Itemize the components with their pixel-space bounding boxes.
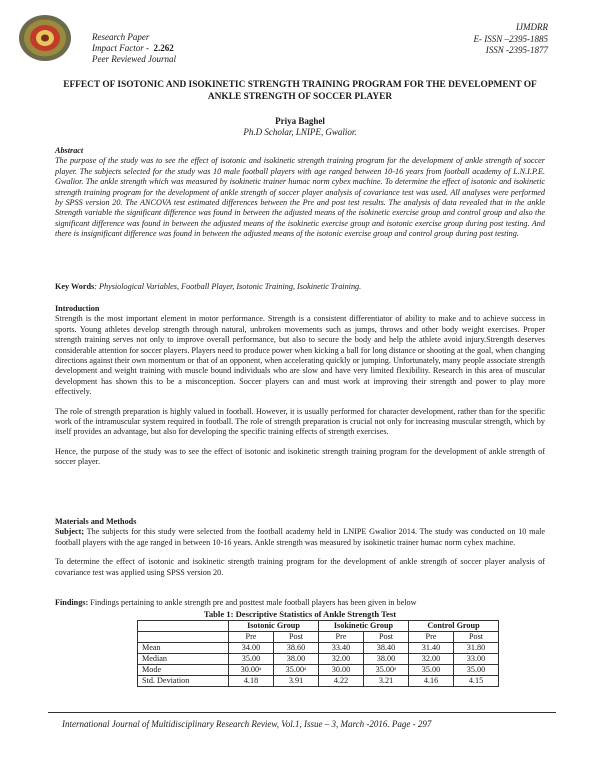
table-corner-cell: [138, 632, 229, 643]
table-cell: 4.22: [319, 676, 364, 687]
author-name: Priya Baghel: [275, 116, 325, 126]
abstract-section: [55, 146, 545, 240]
group-header-isotonic: Isotonic Group: [229, 621, 319, 632]
introduction-heading: Introduction: [55, 304, 100, 313]
row-label: Mode: [138, 665, 229, 676]
table-cell: 4.15: [454, 676, 499, 687]
table-cell: 33.40: [319, 643, 364, 654]
keywords-line: [55, 282, 545, 292]
table-cell: 3.21: [364, 676, 409, 687]
table-cell: 35.00ᵃ: [364, 665, 409, 676]
table-subheader-row: [138, 632, 499, 643]
table-cell: 33.00: [454, 654, 499, 665]
abstract-text: The purpose of the study was to see the effect of isotonic and isokinetic strength training program for the development of ankle strength of soccer player. The subjects selected for the study was 10 male football players with age ranged between 10-16 years from football academy of L.N.I.P.E. Gwalior. The ankle strength which was measured by isokinetic trainer humac norm cybex machine. To determine the effect of isotonic and isokinetic strength training program for the development of ankle strength of soccer player analysis of covariance test was used. All analyses were performed by SPSS version 20. The ANCOVA test estimated differences between the Pre and post test results. The analysis of data revealed that in the ankle Strength variable the significant difference was found in between the adjusted means of the isokinetic exercise group and control group and also the significant difference was found in between the adjusted means of the isokinetic exercise group and isotonic exercise group during post testing. And there is insignificant difference was found in between the adjusted means of the isotonic exercise group and control group during post testing.: [55, 156, 545, 239]
peer-reviewed-label: Peer Reviewed Journal: [92, 54, 176, 64]
table-cell: 35.00: [229, 654, 274, 665]
research-paper-label: Research Paper: [92, 32, 150, 42]
table-row-std-deviation: [138, 676, 499, 687]
table-cell: 38.40: [364, 643, 409, 654]
findings-text: Findings pertaining to ankle strength pre and posttest male football players has been given in below: [88, 598, 417, 607]
subheader-cell: Post: [454, 632, 499, 643]
row-label: Median: [138, 654, 229, 665]
subheader-cell: Pre: [409, 632, 454, 643]
table-group-header-row: [138, 621, 499, 632]
keywords-label: Key Words: [55, 282, 95, 291]
table-row-median: [138, 654, 499, 665]
table-cell: 38.00: [364, 654, 409, 665]
table-cell: 4.16: [409, 676, 454, 687]
methods-section: [55, 517, 545, 578]
introduction-section: [55, 304, 545, 468]
intro-paragraph-3: Hence, the purpose of the study was to see the effect of isotonic and isokinetic strength training program for the development of ankle strength of soccer player.: [55, 446, 545, 467]
footer-divider: [48, 712, 556, 713]
subject-label: Subject;: [55, 527, 85, 537]
row-label: Std. Deviation: [138, 676, 229, 687]
subheader-cell: Pre: [229, 632, 274, 643]
e-issn: E- ISSN –2395-1885: [473, 33, 548, 44]
table-cell: 32.00: [409, 654, 454, 665]
table-cell: 30.00ᵃ: [229, 665, 274, 676]
abstract-heading: Abstract: [55, 146, 84, 155]
table-cell: 30.00: [319, 665, 364, 676]
page-footer: International Journal of Multidisciplinary Research Review, Vol.1, Issue – 3, March -2016. Page - 297: [62, 719, 432, 729]
row-label: Mean: [138, 643, 229, 654]
methods-heading: Materials and Methods: [55, 517, 137, 526]
journal-abbrev: IJMDRR: [516, 22, 548, 32]
table-cell: 35.00: [409, 665, 454, 676]
paper-title: EFFECT OF ISOTONIC AND ISOKINETIC STRENGTH TRAINING PROGRAM FOR THE DEVELOPMENT OF ANKLE STRENGTH OF SOCCER PLAYER: [63, 80, 537, 102]
subheader-cell: Pre: [319, 632, 364, 643]
descriptive-statistics-table: [137, 620, 499, 687]
table-cell: 38.60: [274, 643, 319, 654]
journal-logo: [18, 14, 72, 62]
table-cell: 34.00: [229, 643, 274, 654]
intro-paragraph-2: The role of strength preparation is highly valued in football. However, it is usually performed for character development, rather than for the specific work of the intramuscular system required in football. The role of strength preparation is crucial not only for increasing muscular strength, which by itself provides an advantage, but also for developing the specific training effects of strength exercises.: [55, 406, 545, 437]
author-block: [0, 116, 600, 138]
impact-factor: Impact Factor - 2.262: [92, 43, 174, 53]
methods-paragraph-2: To determine the effect of isotonic and isokinetic strength training program for the development of ankle strength of soccer player analysis of covariance test was applied using SPSS version 20.: [55, 557, 545, 577]
subheader-cell: Post: [274, 632, 319, 643]
table-cell: 31.80: [454, 643, 499, 654]
group-header-isokinetic: Isokinetic Group: [319, 621, 409, 632]
table-title: Table 1: Descriptive Statistics of Ankle Strength Test: [203, 609, 397, 619]
author-affiliation: Ph.D Scholar, LNIPE, Gwalior.: [243, 127, 357, 137]
issn: ISSN -2395-1877: [485, 45, 548, 55]
table-cell: 3.91: [274, 676, 319, 687]
table-row-mean: [138, 643, 499, 654]
subject-paragraph: [55, 527, 545, 548]
subheader-cell: Post: [364, 632, 409, 643]
group-header-control: Control Group: [409, 621, 499, 632]
table-cell: 38.00: [274, 654, 319, 665]
journal-info-right: [474, 22, 549, 57]
subject-text: The subjects for this study were selected from the football academy held in LNIPE Gwalior 2014. The study was conducted on 10 male football players with the age ranged in between 10-16 years. Ankle strength was measured by isokinetic trainer humac norm cybex machine.: [55, 527, 545, 547]
table-row-mode: [138, 665, 499, 676]
findings-label: Findings:: [55, 598, 89, 607]
table-cell: 35.00: [454, 665, 499, 676]
table-cell: 4.18: [229, 676, 274, 687]
table-cell: 35.00ᵃ: [274, 665, 319, 676]
findings-line: [55, 598, 417, 607]
intro-paragraph-1: Strength is the most important element in motor performance. Strength is a consistent differentiator of ability to make and to achieve success in sports. Young athletes develop strength through natural, unbroken movements such as jumps, throws and other body weight exercises. Proper strength training serves not only to improve overall performance, but also to secure the body and help the athlete avoid injury.Strength deserves considerable attention for soccer players. Players need to produce power when kicking a ball for long distance or shooting at the goal, when changing directions against their own momentum or that of an opponent, when accelerating quickly or jumping. Unfortunately, many people associate strength development and weight training with muscle bound individuals who are slow and have very limited flexibility. Research in this area of muscular development has shown this to be a misconception. Soccer players can and must work at improving their strength and power to play more effectively.: [55, 314, 545, 397]
table-corner-cell: [138, 621, 229, 632]
keywords-text: : Physiological Variables, Football Player, Isotonic Training, Isokinetic Training.: [94, 282, 362, 291]
table-cell: 32.00: [319, 654, 364, 665]
journal-info-left: [92, 32, 176, 65]
table-cell: 31.40: [409, 643, 454, 654]
